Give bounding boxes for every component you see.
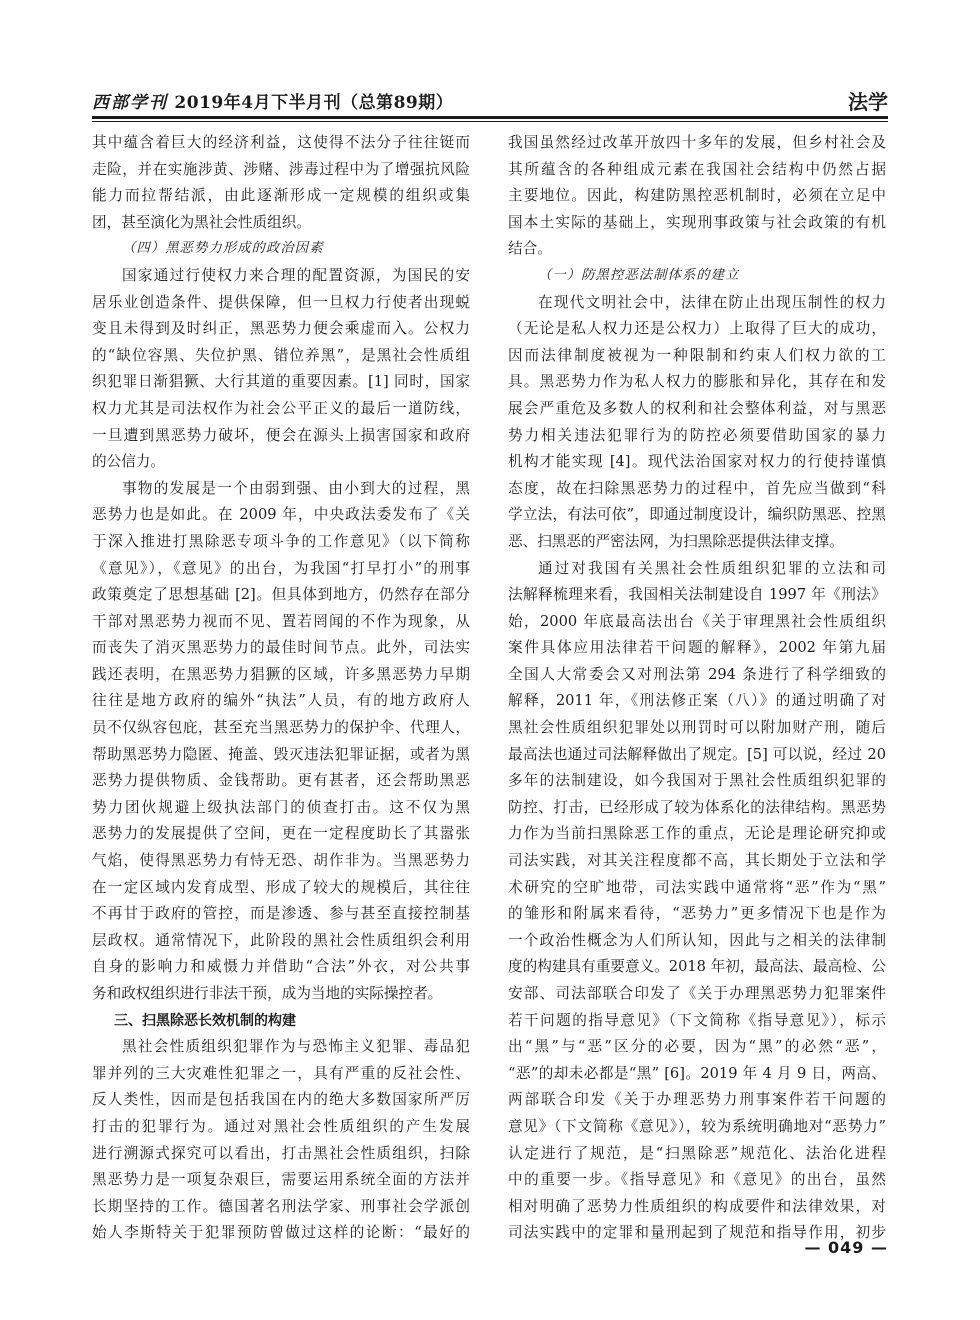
running-header [92,88,888,114]
text-line: 防控、打击，已经形成了较为体系化的法律结构。黑恶势 [508,798,886,816]
text-line: 往往是地方政府的编外“执法”人员，有的地方政府人 [92,692,470,710]
text-line: 一旦遭到黑恶势力破坏，便会在源头上损害国家和政府 [92,426,470,444]
text-line: 能力而拉帮结派，由此逐渐形成一定规模的组织或集 [92,187,470,205]
text-line: 主要地位。因此，构建防黑控恶机制时，必须在立足中 [508,187,886,205]
text-line: 其中蕴含着巨大的经济利益，这使得不法分子往往铤而 [92,134,470,151]
text-line: 态度，故在扫除黑恶势力的过程中，首先应当做到“科 [508,479,886,497]
paragraph-first-line: 国家通过行使权力来合理的配置资源，为国民的安 [122,266,470,284]
text-line: 长期坚持的工作。德国著名刑法学家、刑事社会学派创 [92,1197,470,1215]
text-line: 干部对黑恶势力视而不见、置若罔闻的不作为现象，从 [92,612,470,630]
text-line: 《意见》），《意见》的出台，为我国“打早打小”的刑事 [92,559,470,577]
section-title: 法学 [848,90,888,114]
paragraph-first-line: 通过对我国有关黑社会性质组织犯罪的立法和司 [538,559,886,577]
subsection-heading: （四）黑恶势力形成的政治因素 [122,241,324,257]
text-line: 政策奠定了思想基础 [2]。但具体到地方，仍然存在部分 [92,586,470,604]
text-line: 全国人大常委会又对刑法第 294 条进行了科学细致的 [508,665,886,683]
text-line: 国本土实际的基础上，实现刑事政策与社会政策的有机 [508,213,886,231]
text-line: 结合。 [508,240,552,258]
text-line: 相对明确了恶势力性质组织的构成要件和法律效果，对 [508,1197,886,1215]
text-line: 的“缺位容黑、失位护黑、错位养黑”，是黑社会性质组 [92,346,470,364]
text-line: 恶、扫黑恶的严密法网，为扫黑除恶提供法律支撑。 [508,532,844,550]
text-line: 员不仅纵容包庇，甚至充当黑恶势力的保护伞、代理人， [92,719,470,737]
text-line: 司法实践，对其关注程度都不高，其长期处于立法和学 [508,852,886,870]
text-line: “恶”的却未必都是“黑” [6]。2019 年 4 月 9 日，两高、 [508,1064,886,1082]
left-column [92,130,470,1248]
text-line: 案件具体应用法律若干问题的解释》，2002 年第九届 [508,639,886,657]
subsection-heading: （一）防黑控恶法制体系的建立 [538,267,740,283]
text-line: 进行溯源式探究可以看出，打击黑社会性质组织，扫除 [92,1144,470,1162]
text-line: 恶势力也是如此。在 2009 年，中央政法委发布了《关 [92,506,470,524]
paragraph-first-line: 事物的发展是一个由弱到强、由小到大的过程，黑 [122,479,470,497]
text-line: 力作为当前扫黑除恶工作的重点，无论是理论研究抑或 [508,825,886,843]
text-line: 层政权。通常情况下，此阶段的黑社会性质组织会利用 [92,931,470,949]
text-line: 意见》（下文简称《意见》），较为系统明确地对“恶势力” [508,1117,886,1135]
text-line: 权力尤其是司法权作为社会公平正义的最后一道防线， [92,399,470,417]
text-line: 不再甘于政府的管控，而是渗透、参与甚至直接控制基 [92,905,470,923]
header-rule-thick [92,116,888,119]
text-line: 其所蕴含的各种组成元素在我国社会结构中仍然占据 [508,160,886,178]
text-line: 的雏形和附属来看待，“恶势力”更多情况下也是作为 [508,905,886,923]
text-line: 走险，并在实施涉黄、涉赌、涉毒过程中为了增强抗风险 [92,160,470,178]
text-line: 出“黑”与“恶”区分的必要，因为“黑”的必然“恶”， [508,1038,886,1056]
text-line: 因而法律制度被视为一种限制和约束人们权力欲的工 [508,346,886,364]
text-line: 解释，2011 年，《刑法修正案（八）》的通过明确了对 [508,692,886,710]
text-line: 一个政治性概念为人们所认知，因此与之相关的法律制 [508,931,886,949]
text-line: 于深入推进打黑除恶专项斗争的工作意见》（以下简称 [92,532,470,550]
text-line: 术研究的空旷地带，司法实践中通常将“恶”作为“黑” [508,878,886,896]
text-line: 的公信力。 [92,453,165,471]
text-line: 最高法也通过司法解释做出了规定。[5] 可以说，经过 20 [508,745,886,763]
paragraph-first-line: 黑社会性质组织犯罪作为与恐怖主义犯罪、毒品犯 [122,1038,470,1056]
header-rule-thin [92,121,888,122]
text-line: 罪并列的三大灾难性犯罪之一，具有严重的反社会性、 [92,1064,470,1082]
text-line: 多年的法制建设，如今我国对于黑社会性质组织犯罪的 [508,772,886,790]
text-line: 团，甚至演化为黑社会性质组织。 [92,213,311,231]
text-line: 始，2000 年底最高法出台《关于审理黑社会性质组织 [508,612,886,630]
paragraph-first-line: 在现代文明社会中，法律在防止出现压制性的权力 [538,293,886,311]
right-column [508,130,886,1248]
text-line: 黑社会性质组织犯罪处以刑罚时可以附加财产刑，随后 [508,719,886,737]
text-line: 恶势力的发展提供了空间，更在一定程度助长了其嚣张 [92,825,470,843]
text-line: 两部联合印发《关于办理恶势力刑事案件若干问题的 [508,1091,886,1109]
text-line: 黑恶势力是一项复杂艰巨，需要运用系统全面的方法并 [92,1171,470,1189]
text-line: 气焰，使得黑恶势力有恃无恐、胡作非为。当黑恶势力 [92,852,470,870]
text-line: 司法实践中的定罪和量刑起到了规范和指导作用，初步 [508,1224,886,1242]
text-line: 恶势力提供物质、金钱帮助。更有甚者，还会帮助黑恶 [92,772,470,790]
text-line: 帮助黑恶势力隐匿、掩盖、毁灭违法犯罪证据，或者为黑 [92,745,470,763]
text-line: 变且未得到及时纠正，黑恶势力便会乘虚而入。公权力 [92,320,470,338]
journal-issue-line [92,88,453,113]
text-line: 居乐业创造条件、提供保障，但一旦权力行使者出现蜕 [92,293,470,311]
text-line: 若干问题的指导意见》（下文简称《指导意见》），标示 [508,1011,886,1029]
text-line: 而丧失了消灭黑恶势力的最佳时间节点。此外，司法实 [92,639,470,657]
text-line: 机构才能实现 [4]。现代法治国家对权力的行使持谨慎 [508,453,886,471]
journal-name: 西部学刊 [92,93,168,113]
text-line: （无论是私人权力还是公权力）上取得了巨大的成功， [508,320,886,338]
section-heading: 三、扫黑除恶长效机制的构建 [114,1012,296,1029]
text-line: 认定进行了规范，是“扫黑除恶”规范化、法治化进程 [508,1144,886,1162]
text-line: 势力相关违法犯罪行为的防控必须要借助国家的暴力 [508,426,886,444]
issue-info: 2019年4月下半月刊（总第89期） [174,93,454,113]
text-line: 织犯罪日渐猖獗、大行其道的重要因素。[1] 同时，国家 [92,373,470,391]
text-line: 打击的犯罪行为。通过对黑社会性质组织的产生发展 [92,1117,470,1135]
text-line: 度的构建具有重要意义。2018 年初，最高法、最高检、公 [508,958,886,976]
text-line: 中的重要一步。《指导意见》和《意见》的出台，虽然 [508,1171,886,1189]
text-line [92,1247,470,1248]
text-line: 展会严重危及多数人的权利和社会整体利益，对与黑恶 [508,399,886,417]
text-line: 法解释梳理来看，我国相关法制建设自 1997 年《刑法》 [508,586,886,604]
text-line: 具。黑恶势力作为私人权力的膨胀和异化，其存在和发 [508,373,886,391]
text-line: 势力团伙规避上级执法部门的侦查打击。这不仅为黑 [92,798,470,816]
text-line: 始人李斯特关于犯罪预防曾做过这样的论断：“最好的 [92,1224,470,1242]
text-line: 反人类性，因而是包括我国在内的绝大多数国家所严厉 [92,1091,470,1109]
text-line: 自身的影响力和威慑力并借助“合法”外衣，对公共事 [92,958,470,976]
text-line: 我国虽然经过改革开放四十多年的发展，但乡村社会及 [508,134,886,151]
page-number: — 049 — [804,1238,888,1257]
text-line: 学立法，有法可依”，即通过制度设计，编织防黑恶、控黑 [508,506,886,524]
text-line: 务和政权组织进行非法干预，成为当地的实际操控者。 [92,985,443,1002]
text-line: 践还表明，在黑恶势力猖獗的区域，许多黑恶势力早期 [92,665,470,683]
text-line: 在一定区域内发育成型、形成了较大的规模后，其往往 [92,878,470,896]
text-line: 安部、司法部联合印发了《关于办理黑恶势力犯罪案件 [508,985,886,1002]
